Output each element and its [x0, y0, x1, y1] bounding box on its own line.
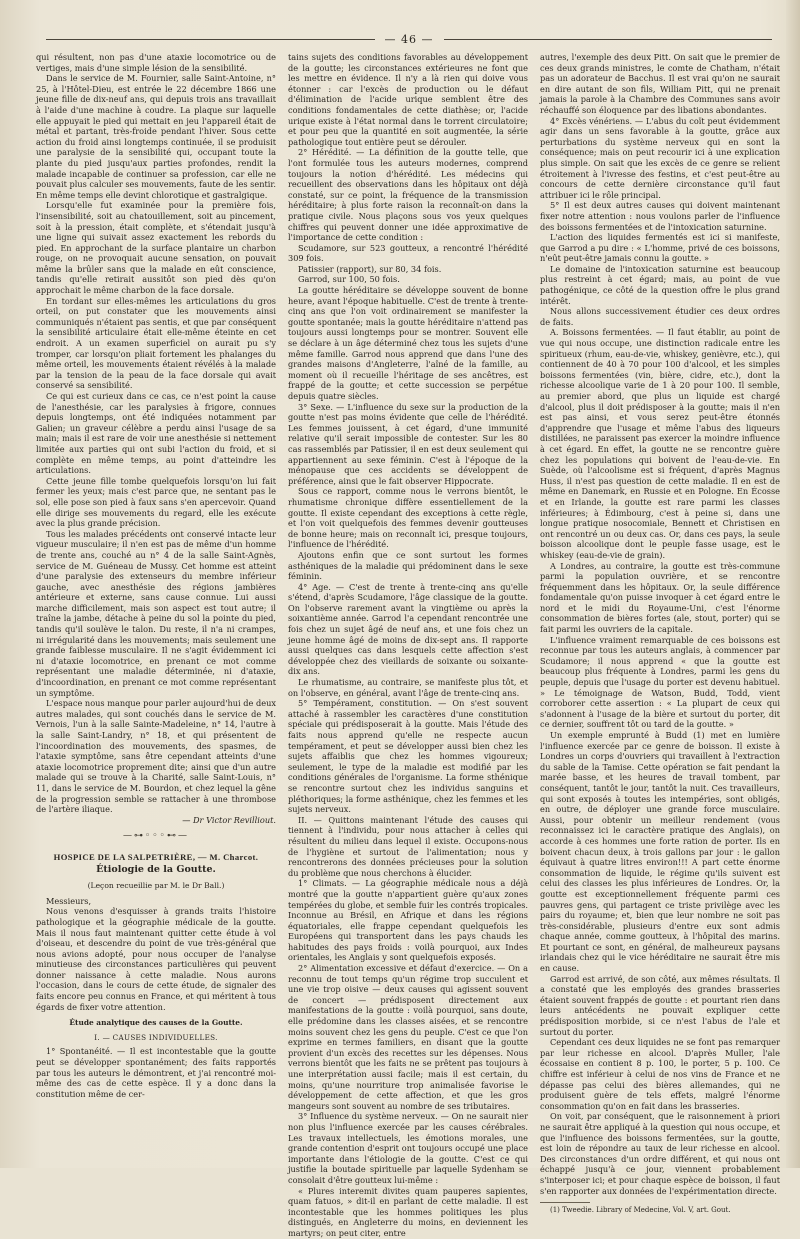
author-signature: — Dr Victor Revilliout.	[182, 814, 276, 825]
subsection-label: I. — CAUSES INDIVIDUELLES.	[94, 1032, 218, 1042]
statistic-line: Garrod, sur 100, 50 fois.	[298, 274, 400, 285]
paragraph: On voit, par conséquent, que le raisonnement à priori ne saurait être appliqué à la question qui nous occupe, et que l'influence des boissons fermentées, sur la goutte, est loin de répondre au taux de leur richesse en alcool. Des circonstances d'un ordre différent, et qui nous ont échappé jusqu'à ce jour, viennent probablement s'interposer ici; et pour chaque espèce de boisson, il faut s'en rapporter aux données de l'expérimentation directe.	[540, 1111, 780, 1196]
paragraph: Sous ce rapport, comme nous le verrons bientôt, le rhumatisme chronique diffère essentiellement de la goutte. Il existe cependant des exceptions à cette règle, et l'on voit quelquefois des femmes devenir goutteuses de bonne heure; mais on reconnaît ici, presque toujours, l'influence de l'hérédité.	[288, 486, 528, 550]
paragraph: 5° Tempérament, constitution. — On s'est souvent attaché à rassembler les caractères d'une constitution spéciale qui prédisposerait à la goutte. Mais l'étude des faits nous apprend qu'elle ne respecte aucun tempérament, et peut se développer aussi bien chez les sujets affaiblis que chez les hommes vigoureux; seulement, le type de la maladie est modifié par les conditions générales de l'organisme. La forme sthénique se rencontre surtout chez les individus sanguins et pléthoriques; la forme asthénique, chez les femmes et les sujets nerveux.	[288, 698, 528, 815]
header-rule-right	[444, 39, 773, 40]
paragraph: Le rhumatisme, au contraire, se manifeste plus tôt, et on l'observe, en général, avant l'âge de trente-cinq ans.	[288, 677, 528, 698]
column-3	[540, 52, 780, 1215]
paragraph: A. Boissons fermentées. — Il faut établir, au point de vue qui nous occupe, une distinction radicale entre les spiritueux (rhum, eau-de-vie, whiskey, genièvre, etc.), qui contiennent de 40 à 70 pour 100 d'alcool, et les simples boissons fermentées (vin, bière, cidre, etc.), dont la richesse alcoolique varie de 1 à 20 pour 100. Il semble, au premier abord, que plus un liquide est chargé d'alcool, plus il doit prédisposer à la goutte; mais il n'en est pas ainsi, et vous serez peut-être étonnés d'apprendre que l'usage et même l'abus des liqueurs distillées, ne paraissent pas exercer la moindre influence à cet égard. En effet, la goutte ne se rencontre guère chez les populations qui boivent de l'eau-de-vie. En Suède, où l'alcoolisme est si fréquent, d'après Magnus Huss, il n'est pas question de cette maladie. Il en est de même en Danemark, en Russie et en Pologne. En Écosse et en Irlande, la goutte est rare parmi les classes inférieures; à Édimbourg, c'est à peine si, dans une longue pratique nosocomiale, Bennett et Christisen en ont rencontré un ou deux cas. Or, dans ces pays, la seule boisson alcoolique dont le peuple fasse usage, est le whiskey (eau-de-vie de grain).	[540, 327, 780, 560]
section-ornament: —⊶◦◦◦⊷—	[123, 831, 189, 842]
paragraph: A Londres, au contraire, la goutte est très-commune parmi la population ouvrière, et se rencontre fréquemment dans les hôpitaux. Or, la seule différence fondamentale qu'on puisse invoquer à cet égard entre le nord et le midi du Royaume-Uni, c'est l'énorme consommation de bières fortes (ale, stout, porter) qui se fait parmi les ouvriers de la capitale.	[540, 560, 780, 635]
page-number: — 46 —	[384, 32, 434, 46]
footnote-divider	[540, 1202, 590, 1203]
paragraph: Un exemple emprunté à Budd (1) met en lumière l'influence exercée par ce genre de boisson. Il existe à Londres un corps d'ouvriers qui travaillent à l'extraction du sable de la Tamise. Cette opération se fait pendant la marée basse, et les heures de travail tombent, par conséquent, tantôt le jour, tantôt la nuit. Ces travailleurs, qui sont exposés à toutes les intempéries, sont obligés, en outre, de déployer une grande force musculaire. Aussi, pour obtenir un meilleur rendement (vous reconnaissez ici le caractère pratique des Anglais), on accorde à ces hommes une forte ration de porter. Ils en boivent chacun deux, à trois gallons par jour : le gallon équivaut à quatre litres environ!!! A part cette énorme consommation de liquide, le régime qu'ils suivent est celui des classes les plus inférieures de Londres. Or, la goutte est exceptionnellement fréquente parmi ces pauvres gens, qui partagent ce triste privilège avec les pairs du royaume; et, bien que leur nombre ne soit pas très-considérable, plusieurs d'entre eux sont admis chaque année, comme goutteux, à l'hôpital des marins. Et pourtant ce sont, en général, de malheureux paysans irlandais chez qui le vice héréditaire ne saurait être mis en cause.	[540, 730, 780, 974]
paragraph: Nous venons d'esquisser à grands traits l'histoire pathologique et la géographie médicale de la goutte. Mais il nous faut maintenant quitter cette étude à vol d'oiseau, et descendre du point de vue très-général que nous avions adopté, pour nous occuper de l'analyse minutieuse des circonstances particulières qui peuvent donner naissance à cette maladie. Nous aurons l'occasion, dans le cours de cette étude, de signaler des faits encore peu connus en France, et qui méritent à tous égards de fixer votre attention.	[36, 906, 276, 1012]
paragraph: Ce qui est curieux dans ce cas, ce n'est point la cause de l'anesthésie, car les paralysies à frigore, connues depuis longtemps, ont été indiquées notamment par Galien; un graveur célèbre a perdu ainsi l'usage de sa main; mais il est rare de voir une anesthésie si nettement limitée aux parties qui ont subi l'action du froid, et si complète en même temps, au point d'atteindre les articulations.	[36, 391, 276, 476]
byline: (Leçon recueillie par M. le Dr Ball.)	[87, 881, 225, 891]
paragraph: 5° Il est deux autres causes qui doivent maintenant fixer notre attention : nous voulons parler de l'influence des boissons fermentées et de l'intoxication saturnine.	[540, 200, 780, 232]
paragraph: Cependant ces deux liquides ne se font pas remarquer par leur richesse en alcool. D'après Muller, l'ale écossaise en contient 8 p. 100, le porter, 5 p. 100. Ce chiffre est inférieur à celui de nos vins de France et ne dépasse pas celui des bières allemandes, qui ne produisent guère de tels effets, malgré l'énorme consommation qu'on en fait dans les brasseries.	[540, 1037, 780, 1111]
paragraph: 2° Hérédité. — La définition de la goutte telle, que l'ont formulée tous les auteurs modernes, comprend toujours la notion d'hérédité. Les médecins qui recueillent des observations dans les hôpitaux ont déjà constaté, sur ce point, la fréquence de la transmission héréditaire; à plus forte raison la reconnaît-on dans la pratique civile. Nous plaçons sous vos yeux quelques chiffres qui peuvent donner une idée approximative de l'importance de cette condition :	[288, 147, 528, 243]
paragraph: L'espace nous manque pour parler aujourd'hui de deux autres malades, qui sont couchés dans le service de M. Vernois, l'un à la salle Sainte-Madeleine, n° 14, l'autre à la salle Saint-Landry, n° 18, et qui présentent de l'incoordination des mouvements, des spasmes, de l'ataxie symptôme, sans être cependant atteints d'une ataxie locomotrice proprement dite; ainsi que d'un autre malade qui se trouve à la Charité, salle Saint-Louis, n° 11, dans le service de M. Bourdon, et chez lequel la gêne de la progression semble se rattacher à une thrombose de l'artère iliaque.	[36, 698, 276, 815]
column-2	[288, 52, 528, 1238]
paper-edge	[786, 0, 800, 1168]
footnote: (1) Tweedie. Library of Medecine, Vol. V, art. Gout.	[550, 1206, 731, 1215]
paragraph: « Plures interemit divites quam pauperes sapientes, quam fatuos, » dit-il en parlant de cette maladie. Il est incontestable que les hommes politiques les plus distingués, en Angleterre du moins, en deviennent les martyrs; on peut citer, entre	[288, 1185, 528, 1238]
paragraph: En tordant sur elles-mêmes les articulations du gros orteil, on put constater que les mouvements ainsi communiqués n'étaient pas sentis, et que par conséquent la sensibilité articulaire était elle-même éteinte en cet endroit. A un examen superficiel on aurait pu s'y tromper, car lorsqu'on pliait fortement les phalanges du même orteil, les mouvements étaient révélés à la malade par la tension de la peau de la face dorsale qui avait conservé sa sensibilité.	[36, 295, 276, 391]
paragraph: qui résultent, non pas d'une ataxie locomotrice ou de vertiges, mais d'une simple lésion de la sensibilité.	[36, 52, 276, 73]
paragraph: Ajoutons enfin que ce sont surtout les formes asthéniques de la maladie qui prédominent dans le sexe féminin.	[288, 549, 528, 582]
paragraph: Cette jeune fille tombe quelquefois lorsqu'on lui fait fermer les yeux; mais c'est parce que, ne sentant pas le sol, elle pose son pied à faux sans s'en apercevoir. Quand elle dirige ses mouvements du regard, elle les exécute avec la plus grande précision.	[36, 475, 276, 529]
paragraph: La goutte héréditaire se développe souvent de bonne heure, avant l'époque habituelle. C'est de trente à trente-cinq ans que l'on voit ordinairement se manifester la goutte spontanée; mais la goutte héréditaire n'attend pas toujours aussi longtemps pour se montrer. Souvent elle se déclare à un âge déterminé chez tous les sujets d'une même famille. Garrod nous apprend que dans l'une des grandes maisons d'Angleterre, l'aîné de la famille, au moment où il recueille l'héritage de ses ancêtres, est frappé de la goutte; et cette succession se perpétue depuis quatre siècles.	[288, 285, 528, 401]
subsection-heading: Étude analytique des causes de la Goutte.	[69, 1018, 243, 1028]
paragraph: 3° Sexe. — L'influence du sexe sur la production de la goutte n'est pas moins évidente que celle de l'hérédité. Les femmes jouissent, à cet égard, d'une immunité relative qu'il serait impossible de contester. Sur les 80 cas rassemblés par Patissier, il en est deux seulement qui appartiennent au sexe féminin. C'est à l'époque de la ménopause que ces accidents se développent de préférence, ainsi que le fait observer Hippocrate.	[288, 401, 528, 486]
statistic-line: Scudamore, sur 523 goutteux, a rencontré l'hérédité 309 fois.	[288, 242, 528, 264]
paragraph: 3° Influence du système nerveux. — On ne saurait nier non plus l'influence exercée par les causes cérébrales. Les travaux intellectuels, les émotions morales, une grande contention d'esprit ont toujours occupé une place importante dans l'étiologie de la goutte. C'est ce qui justifie la boutade spirituelle par laquelle Sydenham se consolait d'être goutteux lui-même :	[288, 1111, 528, 1185]
paragraph: 2° Alimentation excessive et défaut d'exercice. — On a reconnu de tout temps qu'un régime trop succulent et une vie trop oisive — deux causes qui agissent souvent de concert — prédisposent directement aux manifestations de la goutte : voilà pourquoi, sans doute, elle prédomine dans les classes aisées, et se rencontre moins souvent chez les gens du peuple. C'est ce que l'on exprime en termes familiers, en disant que la goutte provient d'un excès des recettes sur les dépenses. Nous verrons bientôt que les faits ne se prêtent pas toujours à une interprétation aussi facile; mais il est certain, du moins, qu'une nourriture trop animalisée favorise le développement de cette affection, et que les gros mangeurs sont souvent au nombre de ses tributaires.	[288, 963, 528, 1111]
page-header	[36, 30, 782, 48]
column-1	[36, 52, 276, 1158]
header-rule-left	[46, 39, 375, 40]
paragraph: Garrod est arrivé, de son côté, aux mêmes résultats. Il a constaté que les employés des grandes brasseries étaient souvent frappés de goutte : et pourtant rien dans leurs antécédents ne pouvait expliquer cette prédisposition morbide, si ce n'est l'abus de l'ale et surtout du porter.	[540, 973, 780, 1037]
paragraph: autres, l'exemple des deux Pitt. On sait que le premier de ces deux grands ministres, le comte de Chatham, n'était pas un adorateur de Bacchus. Il est vrai qu'on ne saurait en dire autant de son fils, William Pitt, qui ne prenait jamais la parole à la Chambre des Communes sans avoir réchauffé son éloquence par des libations abondantes.	[540, 52, 780, 115]
section-title: HOSPICE DE LA SALPETRIÈRE, — M. Charcot.	[53, 851, 259, 862]
paragraph: Dans le service de M. Fournier, salle Saint-Antoine, n° 25, à l'Hôtel-Dieu, est entrée le 22 décembre 1866 une jeune fille de dix-neuf ans, qui depuis trois ans travaillait à l'aide d'une machine à coudre. La plaque sur laquelle elle appuyait le pied qui mettait en jeu l'appareil était de métal et partant, très-froide pendant l'hiver. Sous cette action du froid ainsi longtemps continuée, il se produisit une paralysie de la sensibilité qui, occupant toute la plante du pied jusqu'aux parties profondes, rendit la malade incapable de continuer sa profession, car elle ne pouvait plus calculer ses mouvements, faute de les sentir. En même temps elle devint chlorotique et gastralgique.	[36, 73, 276, 200]
salutation: Messieurs,	[46, 895, 92, 906]
text-columns	[36, 52, 782, 1238]
paragraph: Lorsqu'elle fut examinée pour la première fois, l'insensibilité, soit au chatouillement, soit au pincement, soit à la pression, était complète, et s'étendait jusqu'à une ligne qui suivait assez exactement les rebords du pied. En approchant de la surface plantaire un charbon rouge, on ne provoquait aucune sensation, on pouvait même la brûler sans que la malade en eût conscience, tandis qu'elle retirait aussitôt son pied dès qu'on approchait le même charbon de la face dorsale.	[36, 200, 276, 296]
paragraph: tains sujets des conditions favorables au développement de la goutte; les circonstances extérieures ne font que les mettre en évidence. Il n'y a là rien qui doive vous étonner : car l'excès de production ou le défaut d'élimination de l'acide urique semblent être des conditions fondamentales de cette diathèse; or, l'acide urique existe à l'état normal dans le torrent circulatoire; et pour peu que la quantité en soit augmentée, la série pathologique tout entière peut se dérouler.	[288, 52, 528, 147]
article-title: Étiologie de la Goutte.	[96, 863, 216, 875]
paragraph: 4° Age. — C'est de trente à trente-cinq ans qu'elle s'étend, d'après Scudamore, l'âge classique de la goutte. On l'observe rarement avant la vingtième ou après la soixantième année. Garrod l'a cependant rencontrée une fois chez un sujet âgé de neuf ans, et une fois chez un jeune homme âgé de moins de dix-sept ans. Il rapporte aussi quelques cas dans lesquels cette affection s'est développée chez des vieillards de soixante ou soixante-dix ans.	[288, 581, 528, 677]
paragraph: 1° Climats. — La géographie médicale nous a déjà montré que la goutte n'appartient guère qu'aux zones tempérées du globe, et semble fuir les contrés tropicales. Inconnue au Brésil, en Afrique et dans les régions équatoriales, elle frappe cependant quelquefois les Européens qui transportent dans les pays chauds les habitudes des pays froids : voilà pourquoi, aux Indes orientales, les Anglais y sont quelquefois exposés.	[288, 878, 528, 963]
paragraph: II. — Quittons maintenant l'étude des causes qui tiennent à l'individu, pour nous attacher à celles qui résultent du milieu dans lequel il existe. Occupons-nous de l'hygiène et surtout de l'alimentation; nous y rencontrerons des données précieuses pour la solution du problème que nous cherchons à élucider.	[288, 814, 528, 878]
paragraph: L'action des liquides fermentés est ici si manifeste, que Garrod a pu dire : « L'homme, privé de ces boissons, n'eût peut-être jamais connu la goutte. »	[540, 232, 780, 264]
paragraph: L'influence vraiment remarquable de ces boissons est reconnue par tous les auteurs anglais, à commencer par Scudamore; il nous apprend « que la goutte est beaucoup plus fréquente à Londres, parmi les gens du peuple, depuis que l'usage du porter est devenu habituel. » Le témoignage de Watson, Budd, Todd, vient corroborer cette assertion : « La plupart de ceux qui s'adonnent à l'usage de la bière et surtout du porter, dit ce dernier, souffrent tôt ou tard de la goutte. »	[540, 634, 780, 730]
paragraph: Nous allons successivement étudier ces deux ordres de faits.	[540, 306, 780, 327]
paragraph: Tous les malades précédents ont conservé intacte leur vigueur musculaire; il n'en est pas de même d'un homme de trente ans, couché au n° 4 de la salle Saint-Agnès, service de M. Guéneau de Mussy. Cet homme est atteint d'une paralysie des extenseurs du membre inférieur gauche, avec anesthésie des régions jambières antérieure et externe, sans cause connue. Lui aussi marche difficilement, mais son aspect est tout autre; il traîne la jambe, détache à peine du sol la pointe du pied, tandis qu'il soulève le talon. Du reste, il n'a ni crampes, ni irrégularité dans les mouvements; mais seulement une grande faiblesse musculaire. Il ne s'agit évidemment ici ni d'ataxie locomotrice, en prenant ce mot comme représentant une maladie déterminée, ni d'ataxie, d'incoordination, en prenant ce mot comme représentant un symptôme.	[36, 528, 276, 698]
paragraph: Le domaine de l'intoxication saturnine est beaucoup plus restreint à cet égard; mais, au point de vue pathogénique, ce côté de la question offre le plus grand intérêt.	[540, 263, 780, 306]
paragraph: 1° Spontanéité. — Il est incontestable que la goutte peut se développer spontanément; des faits rapportés par tous les auteurs le démontrent, et j'ai rencontré moi-même des cas de cette espèce. Il y a donc dans la constitution même de cer-	[36, 1046, 276, 1099]
paragraph: 4° Excès vénériens. — L'abus du coït peut évidemment agir dans un sens favorable à la goutte, grâce aux perturbations du système nerveux qui en sont la conséquence; mais on peut recourir ici à une explication plus simple. On sait que les excès de ce genre se relient étroitement à l'ivresse des festins, et c'est peut-être au concours de cette dernière circonstance qu'il faut attribuer ici le rôle principal.	[540, 115, 780, 200]
statistic-line: Patissier (rapport), sur 80, 34 fois.	[298, 263, 442, 274]
